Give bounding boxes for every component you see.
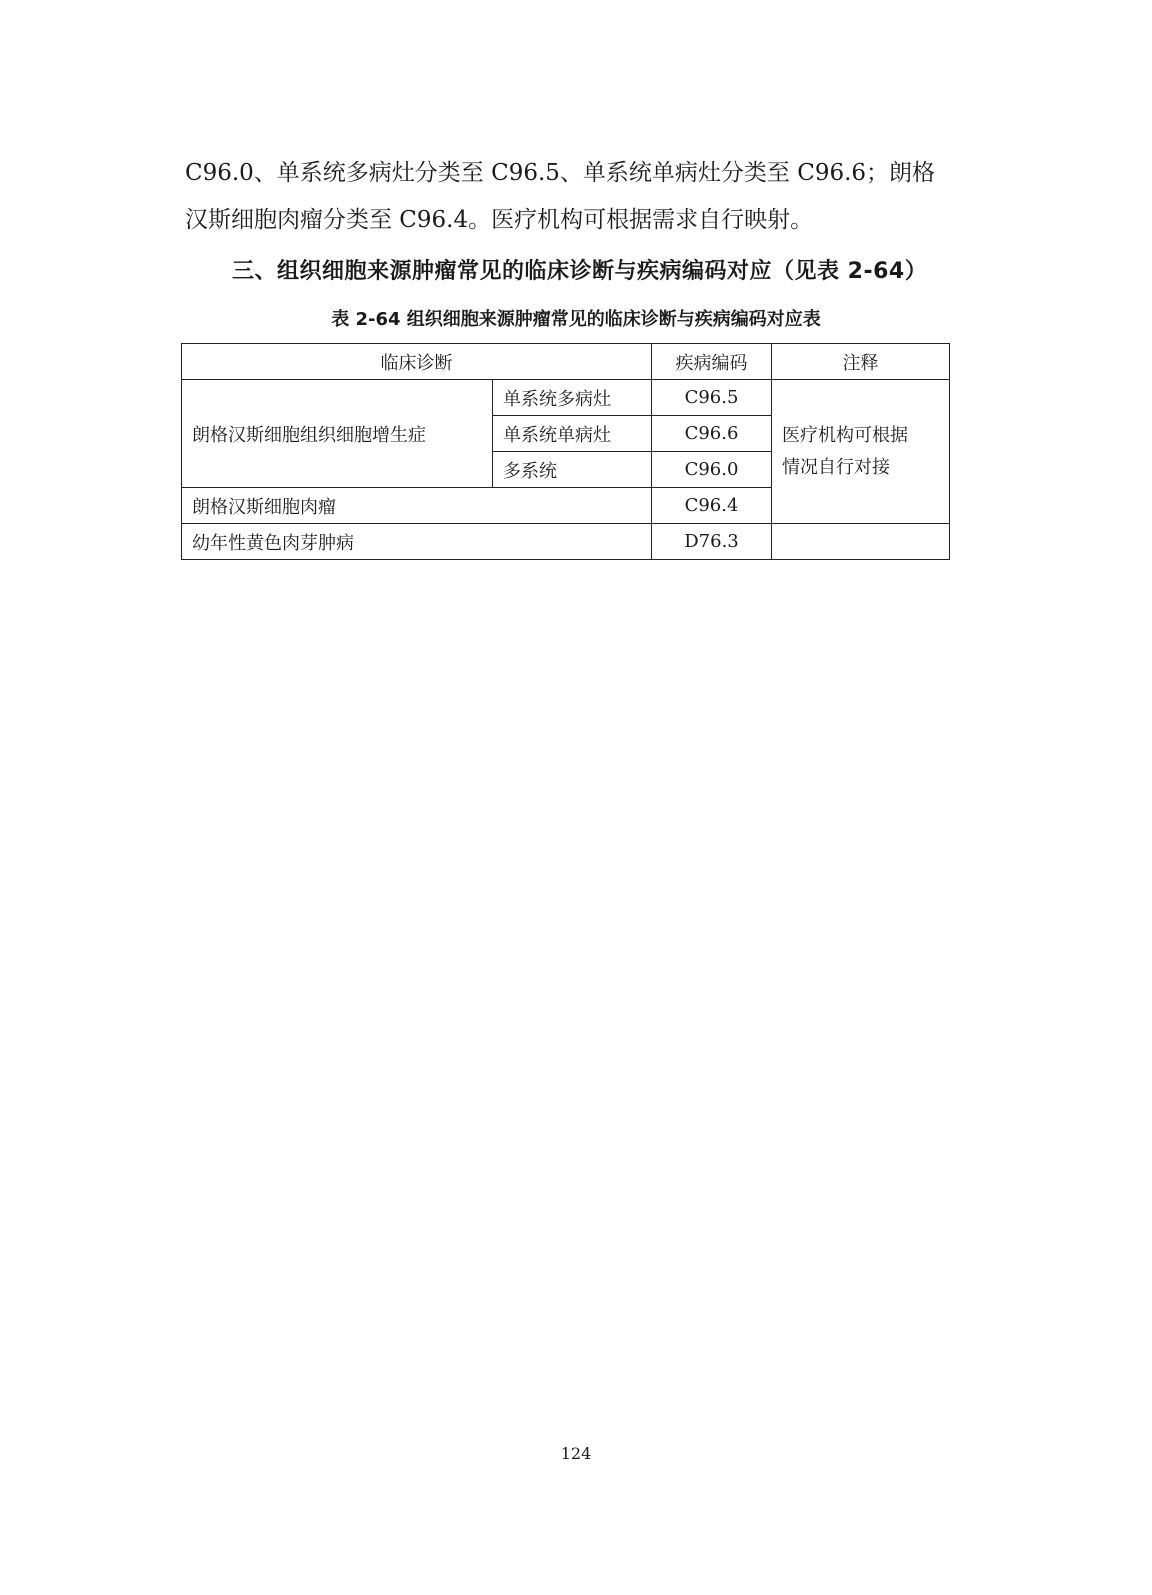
note-cell (772, 380, 950, 524)
diagnosis-code-table (181, 343, 950, 560)
table-header-row (182, 344, 950, 380)
page-number: 124 (560, 1444, 592, 1463)
header-code: 疾病编码 (652, 344, 772, 380)
body-text-line-1: C96.0、单系统多病灶分类至 C96.5、单系统单病灶分类至 C96.6；朗格 (185, 160, 936, 186)
code-cell: C96.4 (652, 488, 772, 524)
code-cell: C96.5 (652, 380, 772, 416)
diagnosis-cell: 朗格汉斯细胞组织细胞增生症 (182, 380, 493, 488)
code-cell: C96.6 (652, 416, 772, 452)
diagnosis-cell: 朗格汉斯细胞肉瘤 (182, 488, 652, 524)
header-diagnosis: 临床诊断 (182, 344, 652, 380)
note-line-1: 医疗机构可根据 (782, 424, 908, 446)
header-note: 注释 (772, 344, 950, 380)
subtype-cell: 多系统 (493, 452, 652, 488)
table-row (182, 524, 950, 560)
table-caption: 表 2-64 组织细胞来源肿瘤常见的临床诊断与疾病编码对应表 (331, 309, 821, 330)
subtype-cell: 单系统多病灶 (493, 380, 652, 416)
note-line-2: 情况自行对接 (782, 456, 890, 478)
code-cell: D76.3 (652, 524, 772, 560)
subtype-cell: 单系统单病灶 (493, 416, 652, 452)
section-heading: 三、组织细胞来源肿瘤常见的临床诊断与疾病编码对应（见表 2-64） (232, 259, 928, 284)
diagnosis-cell: 幼年性黄色肉芽肿病 (182, 524, 652, 560)
table-row (182, 380, 950, 416)
code-cell: C96.0 (652, 452, 772, 488)
body-text-line-2: 汉斯细胞肉瘤分类至 C96.4。医疗机构可根据需求自行映射。 (185, 207, 814, 233)
empty-note-cell (772, 524, 950, 560)
